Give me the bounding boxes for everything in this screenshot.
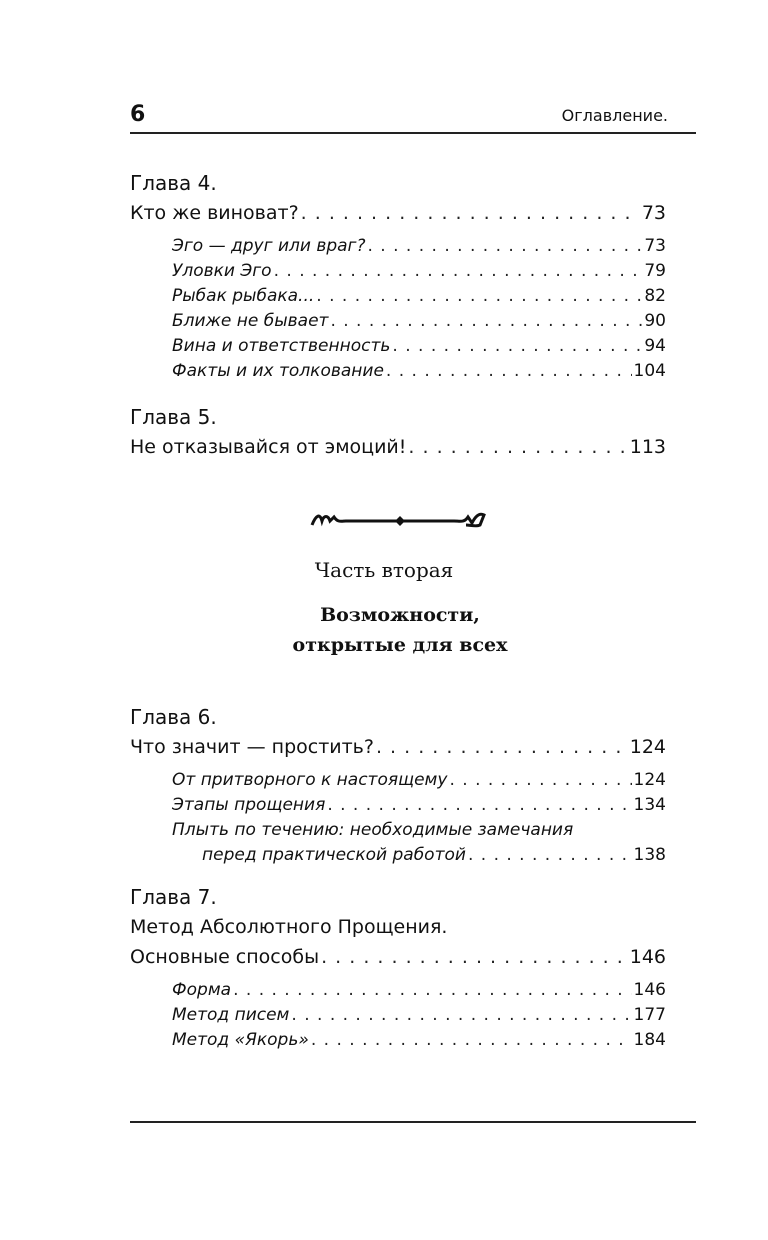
part-title-line: открытые для всех [292,634,508,656]
chapter-5-block [130,402,666,462]
toc-section-page: 184 [633,1030,666,1050]
dot-leader [468,843,632,868]
toc-section[interactable] [130,284,666,309]
chapter-label: Глава 5. [130,405,217,429]
part-label: Часть вторая [314,558,454,582]
toc-entry[interactable] [130,732,666,762]
chapter-label: Глава 7. [130,885,217,909]
toc-section-page: 79 [644,261,666,281]
bottom-rule [130,1121,696,1123]
toc-section[interactable] [130,259,666,284]
toc-section-title: Этапы прощения [172,795,326,815]
toc-entry-title: Что значит — простить? [130,736,374,758]
toc-entry[interactable] [130,198,666,228]
dot-leader [274,259,643,284]
toc-entry[interactable] [130,942,666,972]
toc-section-title: Уловки Эго [172,261,272,281]
toc-section-title: Факты и их толкование [172,361,384,381]
dot-leader [301,198,640,228]
toc-section-title: Рыбак рыбака... [172,286,315,306]
toc-section[interactable] [130,234,666,259]
toc-section-line1[interactable]: Плыть по течению: необходимые замечания [172,820,574,840]
dot-leader [316,284,642,309]
page-header [130,98,696,134]
dot-leader [291,1003,631,1028]
running-title: Оглавление. [561,106,668,125]
dot-leader [368,234,643,259]
toc-section-page: 94 [644,336,666,356]
chapter-7-block [130,882,666,1053]
dot-leader [408,432,627,462]
dot-leader [327,793,631,818]
dot-leader [392,334,642,359]
part-title-line: Возможности, [320,604,480,626]
part-title [0,600,768,660]
toc-section-page: 124 [633,770,666,790]
toc-section-page: 104 [633,361,666,381]
toc-entry-title: Основные способы [130,946,320,968]
toc-section-title: Метод «Якорь» [172,1030,309,1050]
dot-leader [321,942,628,972]
ornament-divider-icon [310,505,490,535]
toc-section-title: Форма [172,980,232,1000]
toc-section-page: 146 [633,980,666,1000]
chapter-label: Глава 4. [130,171,217,195]
chapter-6-block [130,702,666,868]
toc-section[interactable] [130,978,666,1003]
toc-section[interactable] [130,359,666,384]
toc-entry-page: 113 [629,436,666,458]
dot-leader [386,359,632,384]
toc-section-title: Эго — друг или враг? [172,236,366,256]
dot-leader [233,978,631,1003]
toc-section-title: Ближе не бывает [172,311,329,331]
toc-section[interactable] [130,334,666,359]
dot-leader [376,732,628,762]
chapter-label: Глава 6. [130,705,217,729]
toc-section-page: 73 [644,236,666,256]
toc-entry-title: Не отказывайся от эмоций! [130,436,407,458]
toc-section-title: перед практической работой [202,845,466,865]
toc-entry-title-line1: Метод Абсолютного Прощения. [130,916,448,938]
toc-entry-page: 146 [629,946,666,968]
toc-section[interactable] [130,1028,666,1053]
dot-leader [449,768,631,793]
toc-section[interactable] [130,768,666,793]
toc-section-page: 82 [644,286,666,306]
toc-section-page: 134 [633,795,666,815]
chapter-4-block [130,168,666,384]
toc-section-title: От притворного к настоящему [172,770,448,790]
toc-entry-page: 124 [629,736,666,758]
dot-leader [311,1028,632,1053]
toc-section[interactable] [130,793,666,818]
toc-section[interactable] [130,309,666,334]
toc-section-title: Вина и ответственность [172,336,391,356]
toc-section-page: 177 [633,1005,666,1025]
toc-entry[interactable] [130,432,666,462]
toc-entry-page: 73 [641,202,666,224]
dot-leader [330,309,642,334]
toc-section-page: 90 [644,311,666,331]
toc-section[interactable] [130,1003,666,1028]
toc-section-title: Метод писем [172,1005,290,1025]
toc-section-page: 138 [633,845,666,865]
toc-section[interactable] [130,843,666,868]
toc-entry-title: Кто же виноват? [130,202,299,224]
page-number: 6 [130,102,146,127]
